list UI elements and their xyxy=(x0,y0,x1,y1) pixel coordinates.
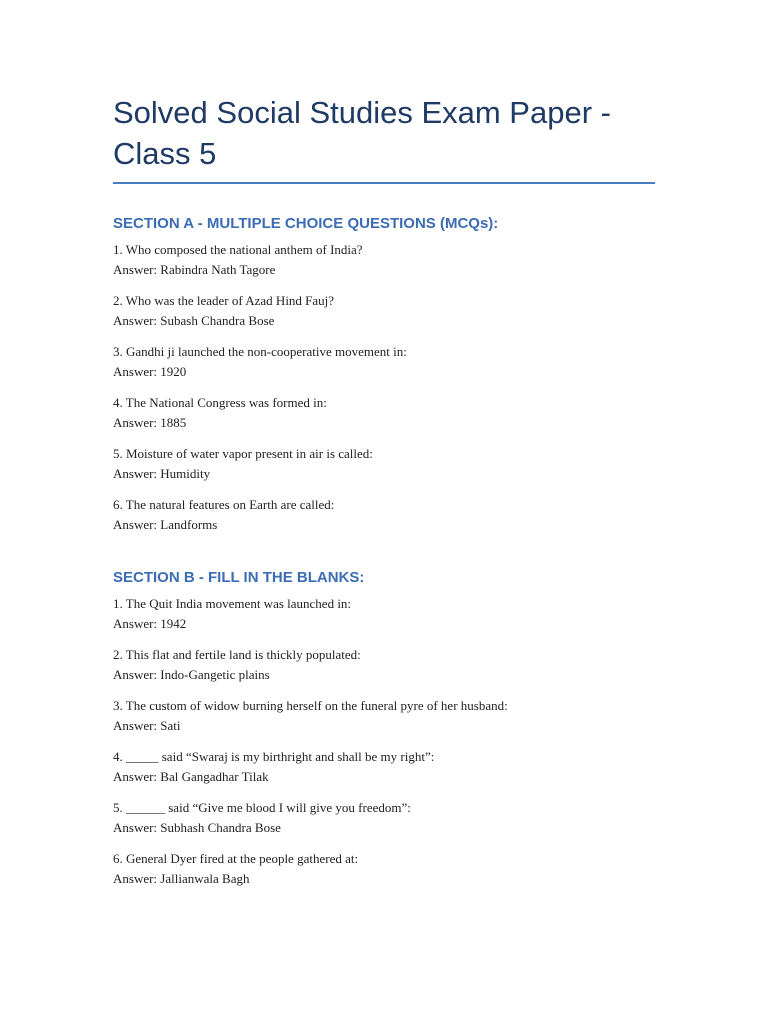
question-text: 6. General Dyer fired at the people gathered at: xyxy=(113,851,359,866)
question-text: 3. The custom of widow burning herself on the funeral pyre of her husband: xyxy=(113,698,508,713)
question-text: 1. The Quit India movement was launched in: xyxy=(113,596,352,611)
section-a xyxy=(113,214,655,535)
question-text: 2. Who was the leader of Azad Hind Fauj? xyxy=(113,293,335,308)
answer-text: Answer: Subhash Chandra Bose xyxy=(113,820,281,835)
qa-item xyxy=(113,798,655,838)
qa-item xyxy=(113,645,655,685)
answer-text: Answer: 1920 xyxy=(113,364,187,379)
question-text: 1. Who composed the national anthem of India? xyxy=(113,242,363,257)
answer-text: Answer: 1942 xyxy=(113,616,187,631)
answer-text: Answer: Bal Gangadhar Tilak xyxy=(113,769,269,784)
qa-item xyxy=(113,342,655,382)
title-divider xyxy=(113,182,655,184)
document-title: Solved Social Studies Exam Paper - Class 5 xyxy=(113,95,611,171)
qa-item xyxy=(113,594,655,634)
answer-text: Answer: Sati xyxy=(113,718,181,733)
question-text: 4. _____ said “Swaraj is my birthright and shall be my right”: xyxy=(113,749,435,764)
answer-text: Answer: Rabindra Nath Tagore xyxy=(113,262,276,277)
answer-text: Answer: Landforms xyxy=(113,517,218,532)
qa-item xyxy=(113,291,655,331)
qa-item xyxy=(113,393,655,433)
qa-item xyxy=(113,849,655,889)
section-b xyxy=(113,568,655,889)
answer-text: Answer: 1885 xyxy=(113,415,187,430)
question-text: 3. Gandhi ji launched the non-cooperative movement in: xyxy=(113,344,407,359)
question-text: 6. The natural features on Earth are called: xyxy=(113,497,335,512)
qa-item xyxy=(113,696,655,736)
qa-item xyxy=(113,240,655,280)
qa-item xyxy=(113,444,655,484)
question-text: 2. This flat and fertile land is thickly populated: xyxy=(113,647,361,662)
question-text: 5. ______ said “Give me blood I will give you freedom”: xyxy=(113,800,411,815)
answer-text: Answer: Humidity xyxy=(113,466,211,481)
document-page xyxy=(113,92,655,900)
section-a-heading: SECTION A - MULTIPLE CHOICE QUESTIONS (MCQs): xyxy=(113,215,499,232)
qa-item xyxy=(113,747,655,787)
question-text: 4. The National Congress was formed in: xyxy=(113,395,327,410)
section-b-heading: SECTION B - FILL IN THE BLANKS: xyxy=(113,569,365,586)
qa-item xyxy=(113,495,655,535)
answer-text: Answer: Indo-Gangetic plains xyxy=(113,667,270,682)
question-text: 5. Moisture of water vapor present in air is called: xyxy=(113,446,373,461)
answer-text: Answer: Jallianwala Bagh xyxy=(113,871,250,886)
section-spacer xyxy=(113,546,655,568)
answer-text: Answer: Subash Chandra Bose xyxy=(113,313,275,328)
